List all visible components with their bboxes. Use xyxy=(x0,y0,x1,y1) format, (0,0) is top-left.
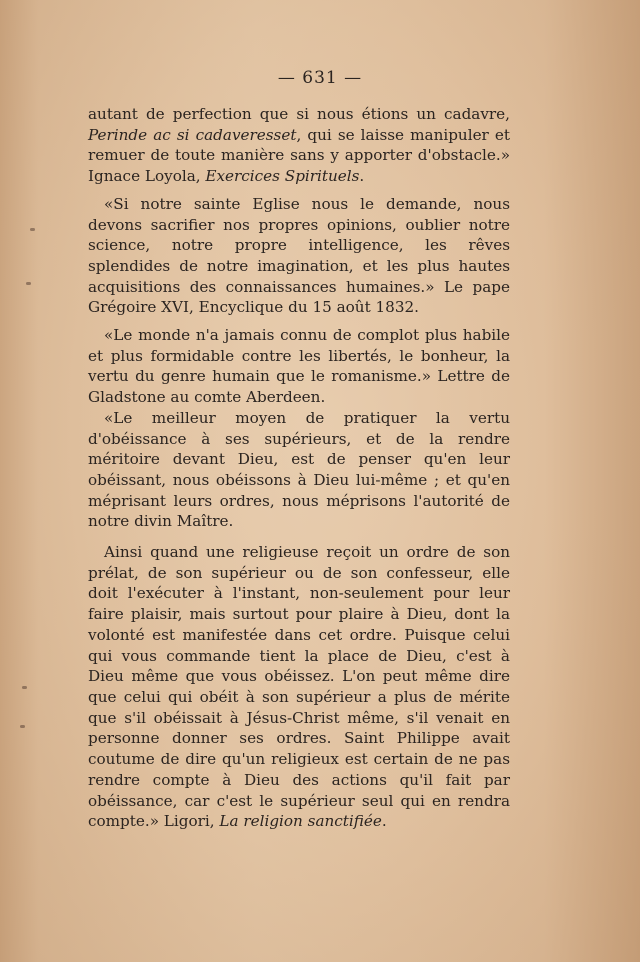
text-segment: «Le meilleur moyen de pratiquer la vertu d'obéissance à ses supérieurs, et de la rendre méritoire devant Dieu, est de penser qu'en leur obéissant, nous obéissons à Dieu lui-même ; et qu'en méprisant leurs ordres, nous méprisons l'autorité de notre divin Maître. xyxy=(88,408,510,531)
page-text xyxy=(88,104,510,832)
text-segment: «Le monde n'a jamais connu de complot plus habile et plus formidable contre les libertés, le bonheur, la vertu du genre humain que le romanisme.» Lettre de Gladstone au comte Aberdeen. xyxy=(88,326,510,407)
paper-speck xyxy=(22,686,27,689)
text-segment: . xyxy=(381,812,387,831)
text-segment: Ainsi quand une religieuse reçoit un ordre de son prélat, de son supérieur ou de son confesseur, elle doit l'exécuter à l'instant, non-seulement pour leur faire plaisir, mais surtout pour plaire à Dieu, dont la volonté est manifestée dans cet ordre. Puisque celui qui vous commande tient la place de Dieu, c'est à Dieu même que vous obéissez. L'on peut même dire que celui qui obéit à son supérieur a plus de mérite que s'il obéissait à Jésus-Christ même, s'il venait en personne donner ses ordres. Saint Philippe avait coutume de dire qu'un religieux est certain de ne pas rendre compte à Dieu des actions qu'il fait par obéissance, car c'est le supérieur seul qui en rendra compte.» Ligori, xyxy=(88,543,510,831)
paragraph xyxy=(88,194,510,318)
text-segment: «Si notre sainte Eglise nous le demande, nous devons sacrifier nos propres opinions, oublier notre science, notre propre intelligence, les rêves splendides de notre imagination, et les plus hautes acquisitions des connaissances humaines.» Le pape Grégoire XVI, Encyclique du 15 août 1832. xyxy=(88,194,510,317)
paper-speck xyxy=(20,725,25,728)
text-segment: autant de perfection que si nous étions un cadavre, xyxy=(88,105,510,123)
paper-speck xyxy=(26,282,31,285)
italic-text: Perinde ac si cadaveresset xyxy=(88,125,297,144)
italic-text: La religion sanctifiée xyxy=(219,812,382,831)
paragraph xyxy=(88,542,510,832)
italic-text: Exercices Spirituels xyxy=(205,167,360,186)
paragraph xyxy=(88,408,510,532)
paragraph xyxy=(88,104,510,187)
text-segment: . xyxy=(359,167,365,186)
paragraph xyxy=(88,325,510,408)
text-segment: , qui se laisse manipuler et remuer de toute manière sans y apporter d'obstacle.» Ignace Loyola, xyxy=(88,125,511,186)
page-number: — 631 — xyxy=(277,68,363,88)
paper-speck xyxy=(30,228,35,231)
